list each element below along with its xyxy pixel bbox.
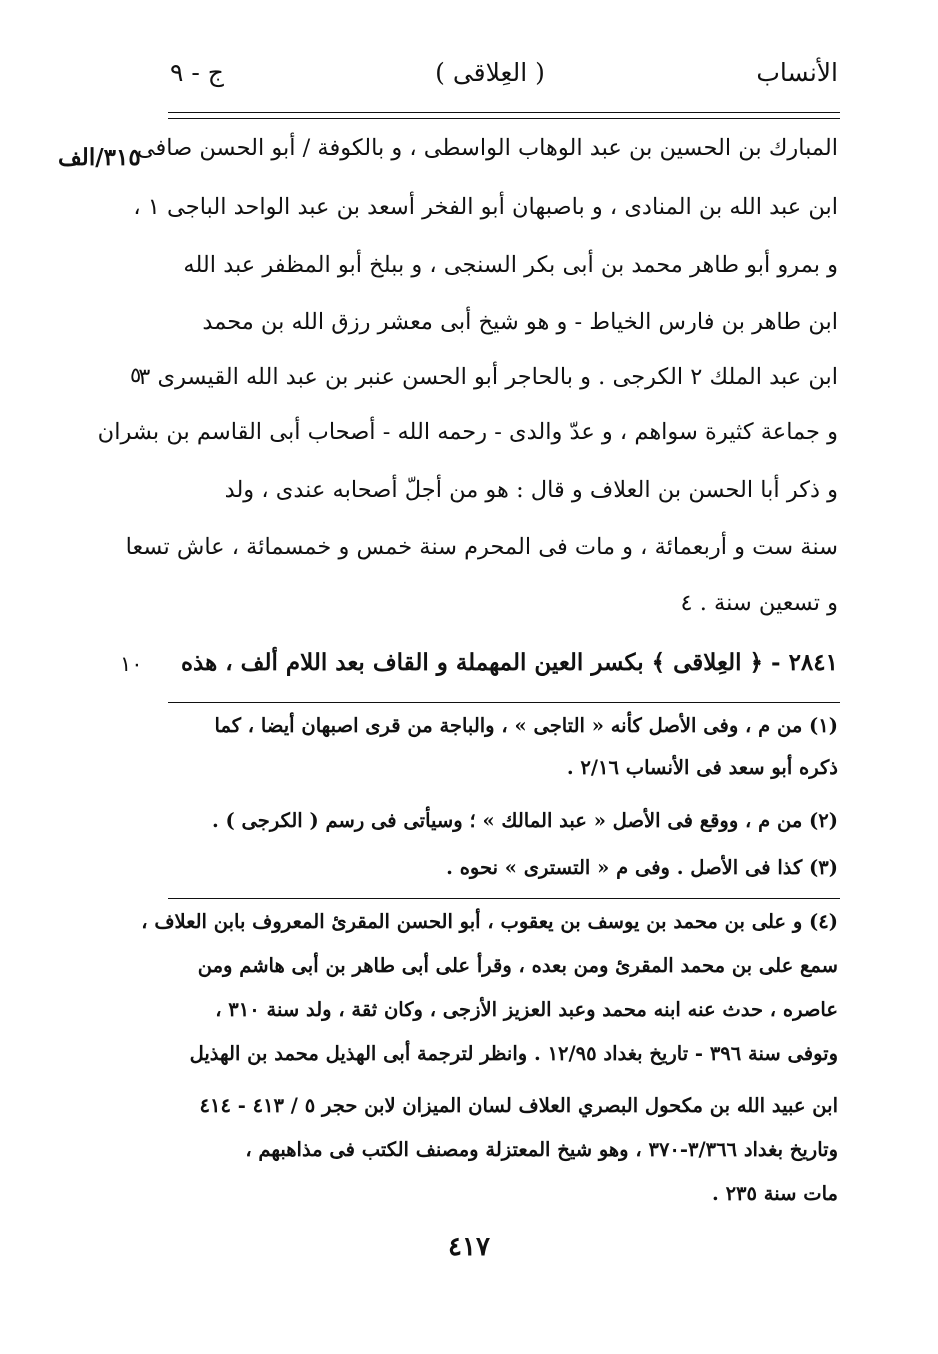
margin-folio-reference: ٣١٥/الف xyxy=(58,144,141,171)
footnote-separator xyxy=(168,702,840,703)
running-head-entry: ( العِلاقى ) xyxy=(435,58,545,87)
footnote-line: (١) من م ، وفى الأصل كأنه « التاجى » ، والباجة من قرى اصبهان أيضا ، كما xyxy=(214,714,838,737)
text-line: ابن عبد الملك ٢ الكرجى . و بالحاجر أبو الحسن عنبر بن عبد الله القيسرى ٣ xyxy=(138,364,838,390)
header-rule-double xyxy=(168,118,840,119)
footnote-line: سمع على بن محمد المقرئ ومن بعده ، وقرأ على أبى طاهر بن أبى هاشم ومن xyxy=(197,954,838,977)
footnote-line: وتاريخ بغداد ٣/٣٦٦-٣٧٠ ، وهو شيخ المعتزلة ومصنف الكتب فى مذاهبهم ، xyxy=(245,1138,838,1161)
text-line: و ذكر أبا الحسن بن العلاف و قال : هو من أجلّ أصحابه عندى ، ولد xyxy=(224,477,838,503)
footnote-line: عاصره ، حدث عنه ابنه محمد وعبد العزيز الأزجى ، وكان ثقة ، ولد سنة ٣١٠ ، xyxy=(215,998,838,1021)
text-line: ابن عبد الله بن المنادى ، و باصبهان أبو الفخر أسعد بن عبد الواحد الباجى ١ ، xyxy=(133,194,838,220)
footnote-line: مات سنة ٢٣٥ . xyxy=(712,1182,838,1205)
text-line: و جماعة كثيرة سواهم ، و عدّ والدى - رحمه الله - أصحاب أبى القاسم بن بشران xyxy=(97,419,838,445)
margin-line-number: ١٠ xyxy=(120,652,143,676)
footnote-separator xyxy=(168,898,840,899)
running-head-volume: ج - ٩ xyxy=(170,58,224,87)
footnote-line: ابن عبيد الله بن مكحول البصري العلاف لسان الميزان لابن حجر ٥ / ٤١٣ - ٤١٤ xyxy=(199,1094,838,1117)
footnote-line: ذكره أبو سعد فى الأنساب ٢/١٦ . xyxy=(566,756,838,779)
running-head-book-title: الأنساب xyxy=(756,58,838,87)
text-line: ابن طاهر بن فارس الخياط - و هو شيخ أبى معشر رزق الله بن محمد xyxy=(202,309,838,335)
text-line: و تسعين سنة . ٤ xyxy=(680,590,838,616)
footnote-line: (٢) من م ، ووقع فى الأصل « عبد المالك » ؛ وسيأتى فى رسم ( الكرجى ) . xyxy=(211,809,838,832)
footnote-line: وتوفى سنة ٣٩٦ - تاريخ بغداد ١٢/٩٥ . وانظر لترجمة أبى الهذيل محمد بن الهذيل xyxy=(189,1042,838,1065)
text-line: و بمرو أبو طاهر محمد بن أبى بكر السنجى ، و ببلخ أبو المظفر عبد الله xyxy=(183,252,838,278)
footnote-line: (٤) و على بن محمد بن يوسف بن يعقوب ، أبو الحسن المقرئ المعروف بابن العلاف ، xyxy=(141,910,838,933)
entry-heading: ٢٨٤١ - ﴿ العِلاقى ﴾ بكسر العين المهملة و القاف بعد اللام ألف ، هذه xyxy=(180,649,838,676)
margin-line-number: ٥ xyxy=(130,363,142,387)
footnote-line: (٣) كذا فى الأصل . وفى م « التسترى » نحوه . xyxy=(446,856,838,879)
header-rule xyxy=(168,112,840,113)
text-line: المبارك بن الحسين بن عبد الوهاب الواسطى ، و بالكوفة / أبو الحسن صافى xyxy=(136,135,838,161)
page-number: ٤١٧ xyxy=(448,1232,490,1262)
text-line: سنة ست و أربعمائة ، و مات فى المحرم سنة خمس و خمسمائة ، عاش تسعا xyxy=(125,534,838,560)
